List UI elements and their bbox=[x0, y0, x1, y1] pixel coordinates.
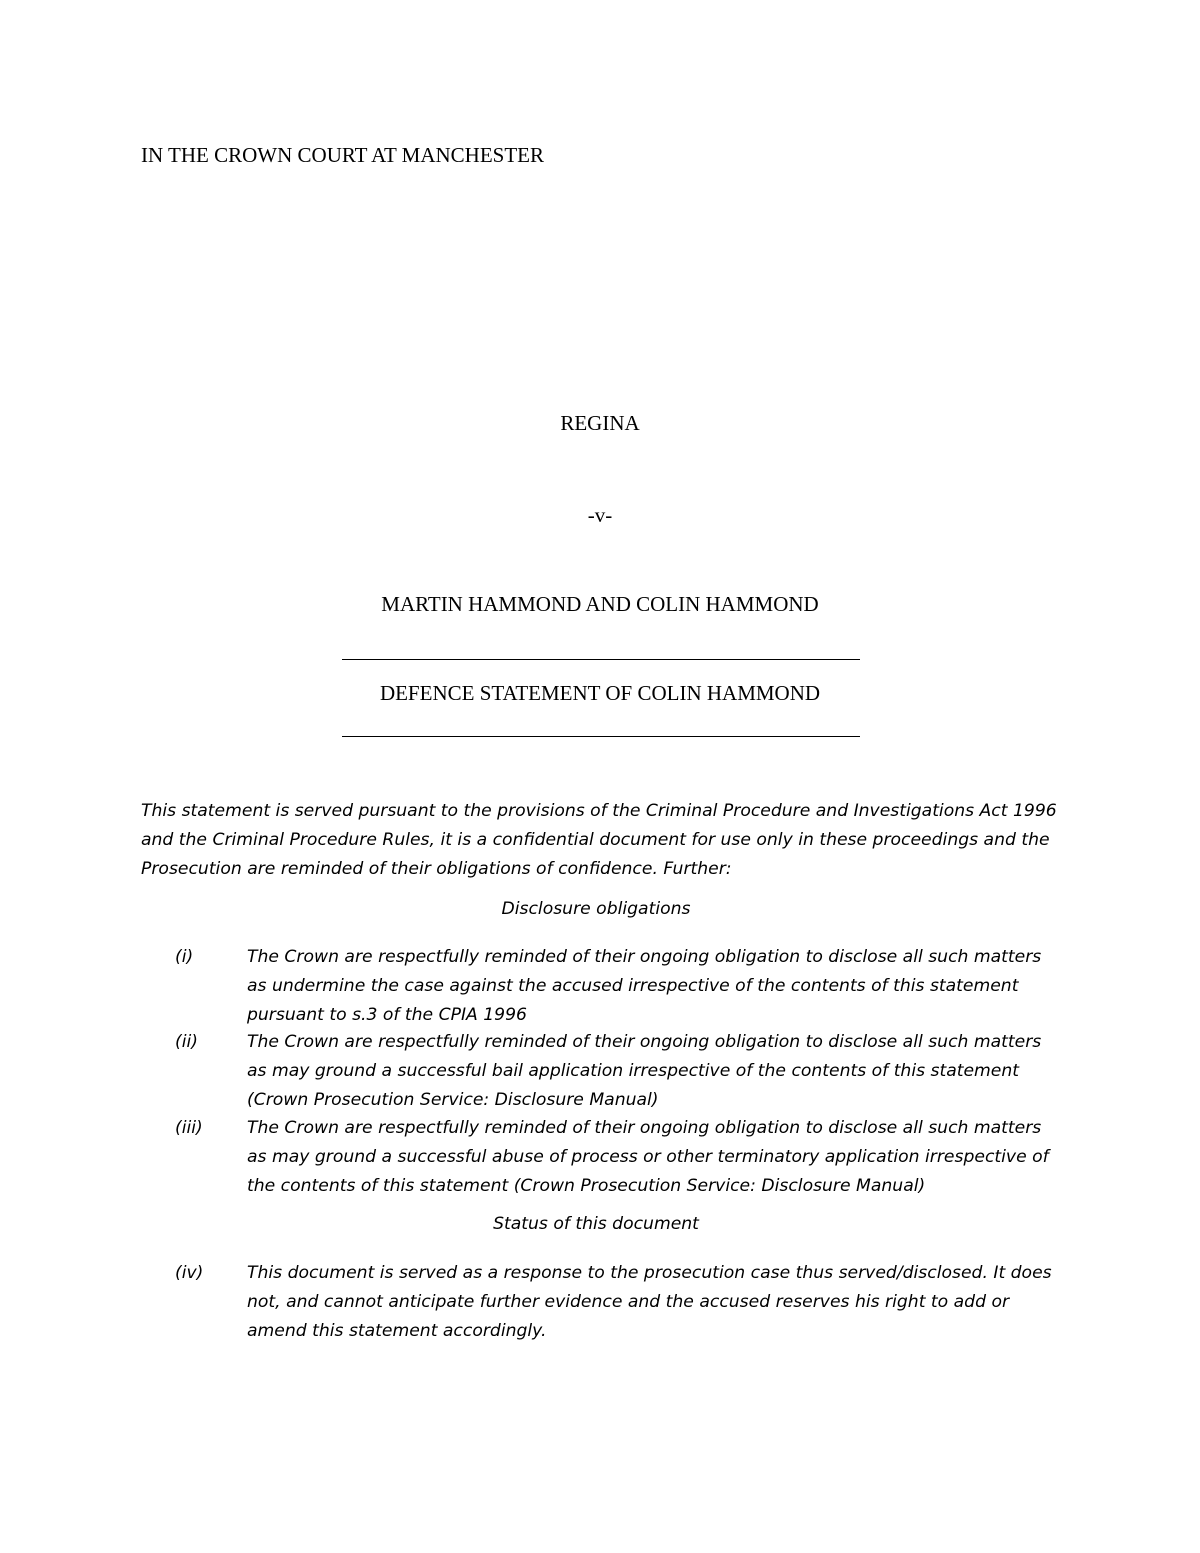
title-rule-bottom bbox=[342, 736, 860, 737]
document-title: DEFENCE STATEMENT OF COLIN HAMMOND bbox=[379, 681, 821, 705]
item-line: as may ground a successful bail application irrespective of the contents of this statement bbox=[247, 1061, 1020, 1081]
item-line: not, and cannot anticipate further evidence and the accused reserves his right to add or bbox=[247, 1292, 1010, 1312]
defendants-names: MARTIN HAMMOND AND COLIN HAMMOND bbox=[381, 592, 819, 616]
court-heading: IN THE CROWN COURT AT MANCHESTER bbox=[141, 143, 545, 167]
intro-line: This statement is served pursuant to the provisions of the Criminal Procedure and Investigations Act 1996 bbox=[141, 801, 1057, 821]
item-text bbox=[247, 1028, 1067, 1115]
intro-paragraph bbox=[141, 797, 1061, 884]
intro-line: and the Criminal Procedure Rules, it is a confidential document for use only in these proceedings and the bbox=[141, 830, 1050, 850]
item-text bbox=[247, 943, 1067, 1030]
item-line: The Crown are respectfully reminded of their ongoing obligation to disclose all such matters bbox=[247, 1118, 1042, 1138]
item-number: (iii) bbox=[175, 1118, 203, 1138]
prosecution-party: REGINA bbox=[560, 411, 640, 435]
item-line: The Crown are respectfully reminded of their ongoing obligation to disclose all such matters bbox=[247, 1032, 1042, 1052]
item-text bbox=[247, 1114, 1067, 1201]
versus-label: -v- bbox=[587, 503, 613, 527]
item-line: The Crown are respectfully reminded of their ongoing obligation to disclose all such matters bbox=[247, 947, 1042, 967]
item-number: (iv) bbox=[175, 1263, 204, 1283]
item-line: as undermine the case against the accused irrespective of the contents of this statement bbox=[247, 976, 1019, 996]
item-number: (i) bbox=[175, 947, 194, 967]
item-line: This document is served as a response to the prosecution case thus served/disclosed. It does bbox=[247, 1263, 1052, 1283]
item-number: (ii) bbox=[175, 1032, 198, 1052]
item-line: pursuant to s.3 of the CPIA 1996 bbox=[247, 1005, 527, 1025]
item-line: (Crown Prosecution Service: Disclosure Manual) bbox=[247, 1090, 659, 1110]
section-heading-disclosure: Disclosure obligations bbox=[501, 899, 691, 919]
section-heading-status: Status of this document bbox=[493, 1214, 699, 1234]
item-line: amend this statement accordingly. bbox=[247, 1321, 547, 1341]
item-line: as may ground a successful abuse of process or other terminatory application irrespective of bbox=[247, 1147, 1049, 1167]
item-text bbox=[247, 1259, 1067, 1346]
item-line: the contents of this statement (Crown Prosecution Service: Disclosure Manual) bbox=[247, 1176, 926, 1196]
title-rule-top bbox=[342, 659, 860, 660]
intro-line: Prosecution are reminded of their obligations of confidence. Further: bbox=[141, 859, 732, 879]
